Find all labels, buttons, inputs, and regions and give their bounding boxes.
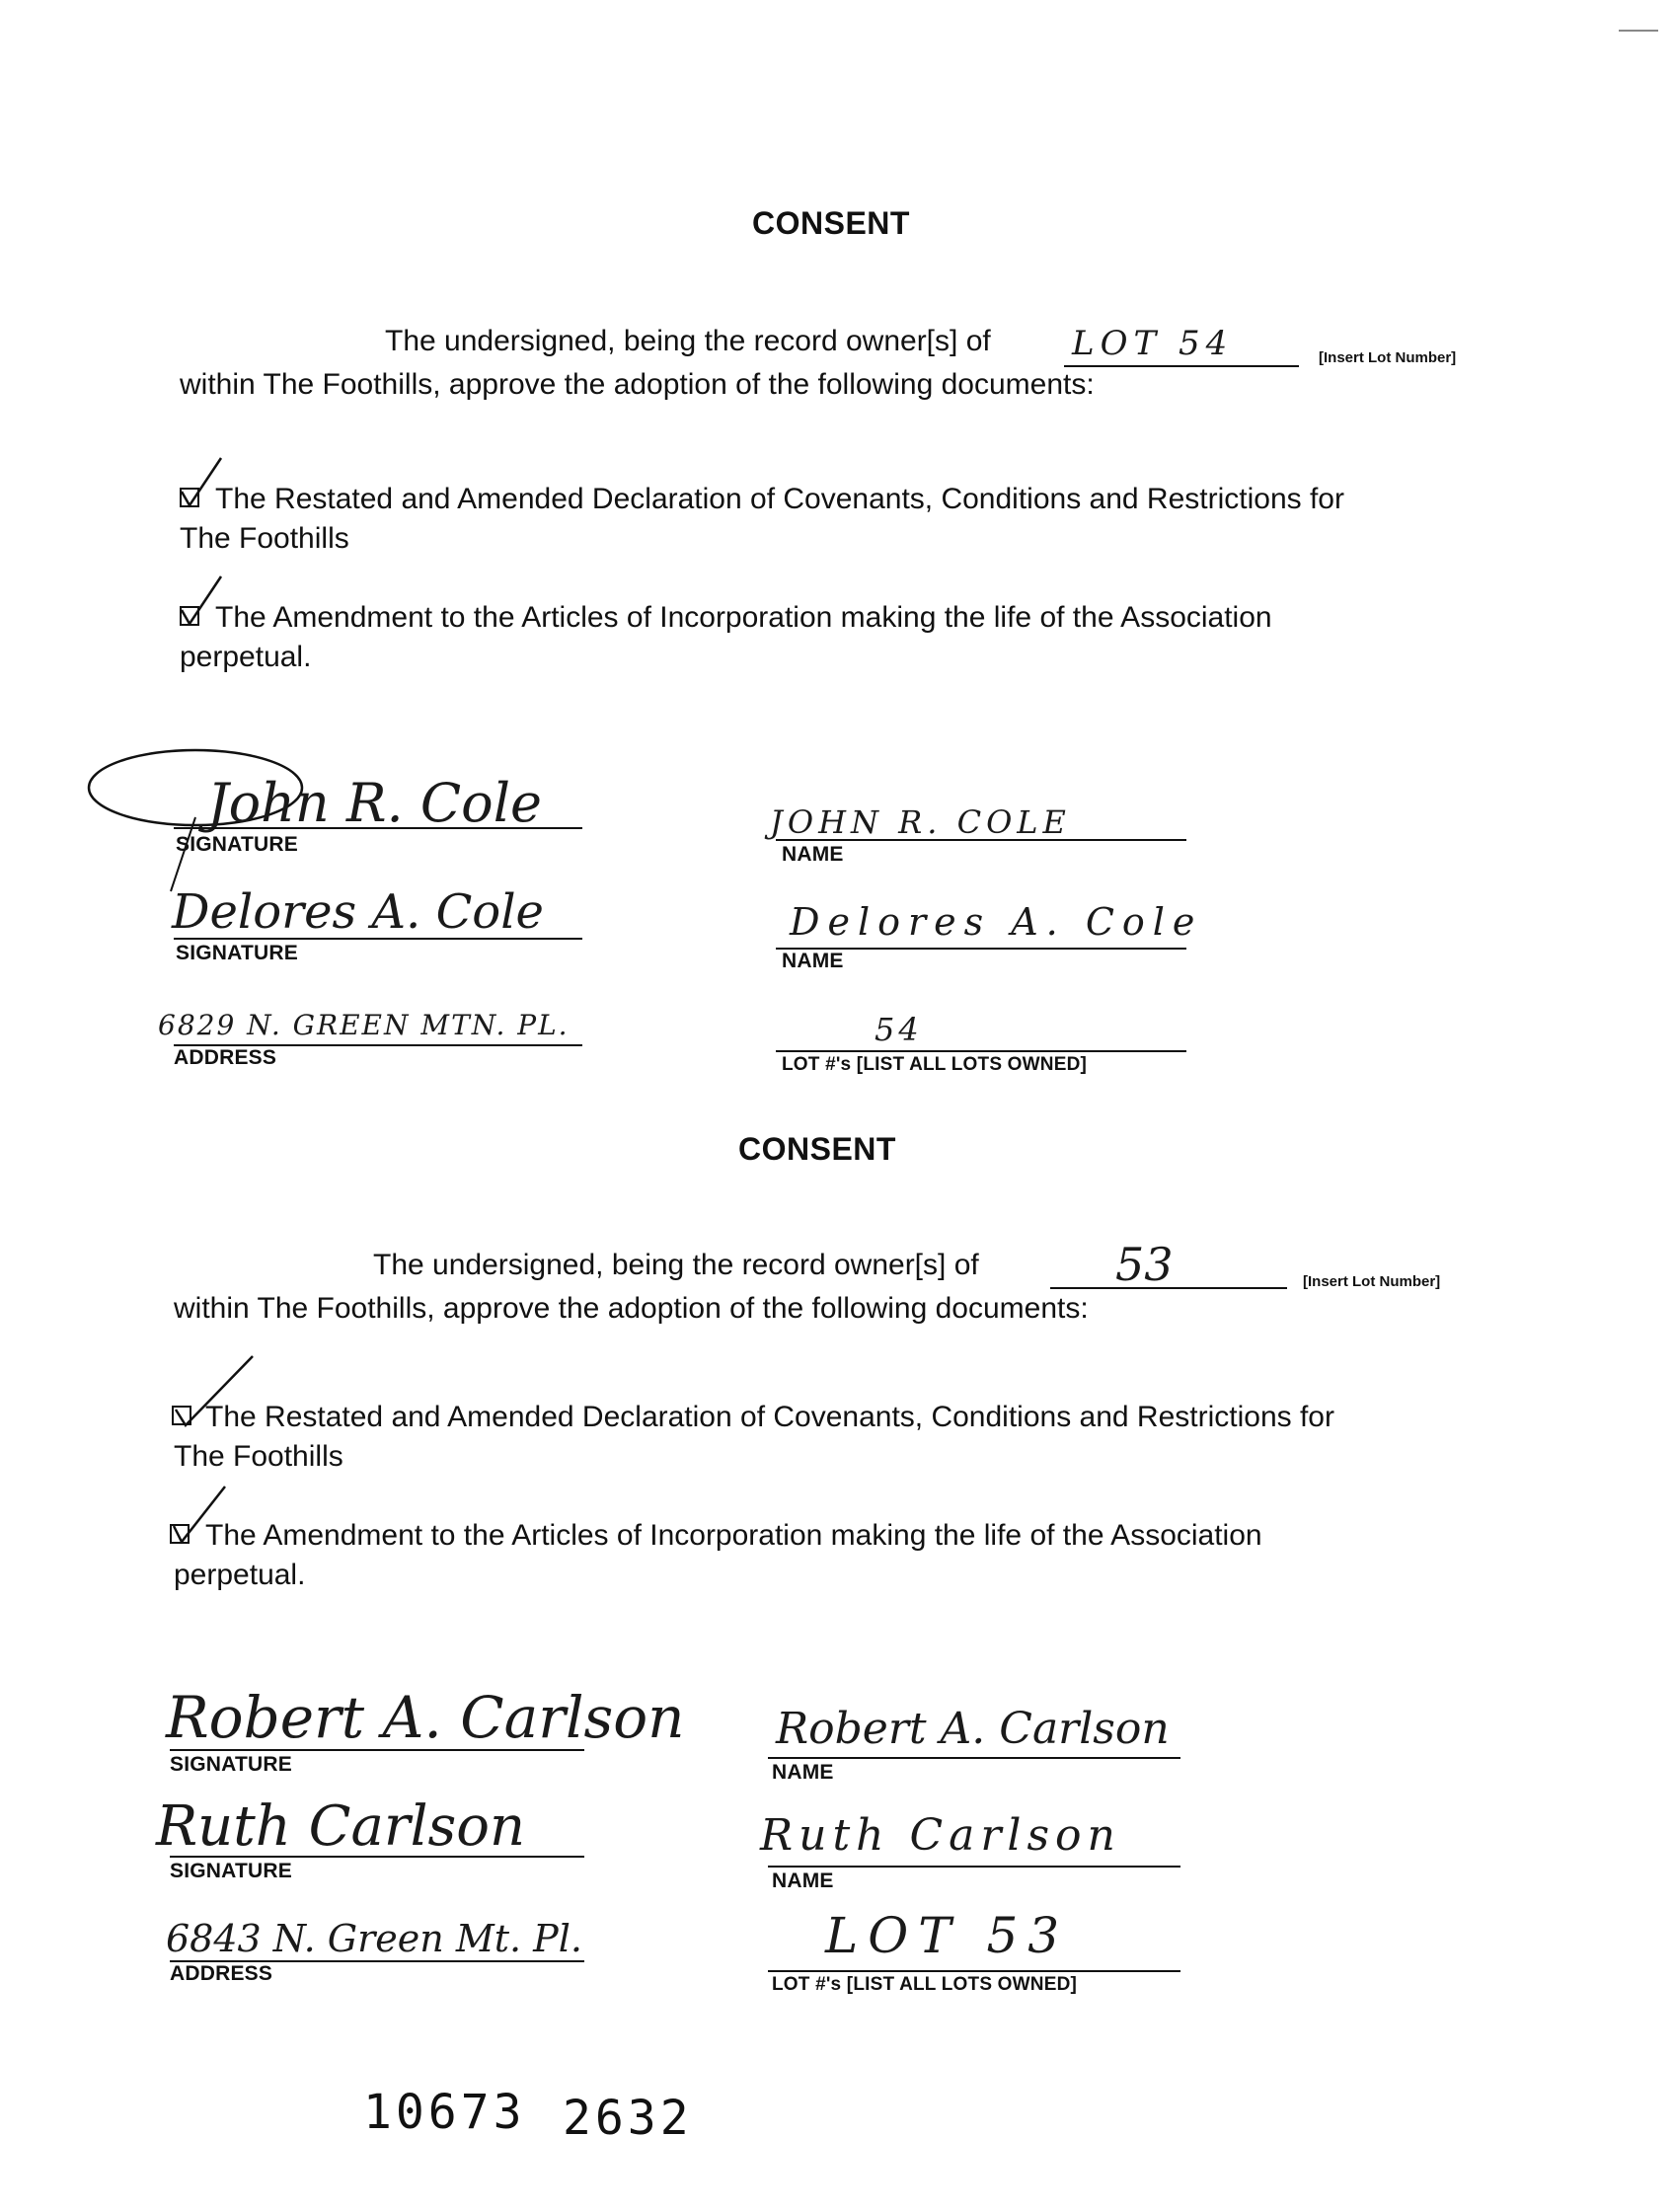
name-line-4: [768, 1866, 1180, 1868]
signature-label-3: SIGNATURE: [170, 1753, 292, 1776]
signature-line-2: [174, 938, 582, 940]
address-label-1: ADDRESS: [174, 1046, 277, 1069]
lots-label-1: LOT #'s [LIST ALL LOTS OWNED]: [782, 1054, 1088, 1075]
item-amendment-1: The Amendment to the Articles of Incorporation making the life of the Association: [215, 601, 1272, 634]
name-1: JOHN R. COLE: [770, 803, 1071, 841]
lots-line-1: [776, 1050, 1186, 1052]
recording-page-number: 2632: [563, 2091, 693, 2146]
signature-line-3: [170, 1749, 584, 1751]
item-declaration-1: The Restated and Amended Declaration of Covenants, Conditions and Restrictions for: [215, 483, 1344, 515]
lots-owned-2: LOT 53: [825, 1907, 1070, 1964]
name-label-1: NAME: [782, 843, 844, 866]
name-2: Delores A. Cole: [790, 900, 1203, 944]
signature-3: Robert A. Carlson: [166, 1684, 685, 1751]
scan-mark: [1619, 30, 1658, 32]
item-declaration-1b: The Foothills: [180, 522, 349, 555]
item-amendment-1b: perpetual.: [180, 641, 312, 673]
lot-number-line-1: [1064, 365, 1299, 367]
insert-lot-note-2: [Insert Lot Number]: [1303, 1273, 1441, 1290]
lot-number-handwritten-2: 53: [1115, 1238, 1174, 1291]
consent-title-1: CONSENT: [752, 205, 910, 241]
signature-2: Delores A. Cole: [172, 884, 544, 940]
address-1: 6829 N. GREEN MTN. PL.: [158, 1009, 570, 1041]
item-amendment-2b: perpetual.: [174, 1559, 306, 1591]
name-label-2: NAME: [782, 950, 844, 972]
name-label-4: NAME: [772, 1869, 834, 1892]
intro-text-1b: within The Foothills, approve the adoption of the following documents:: [180, 368, 1095, 401]
item-declaration-2: The Restated and Amended Declaration of Covenants, Conditions and Restrictions for: [205, 1401, 1334, 1433]
name-line-1: [776, 839, 1186, 841]
address-2: 6843 N. Green Mt. Pl.: [166, 1917, 582, 1960]
name-label-3: NAME: [772, 1761, 834, 1784]
insert-lot-note-1: [Insert Lot Number]: [1319, 349, 1457, 366]
consent-title-2: CONSENT: [738, 1131, 896, 1167]
lot-number-handwritten-1: LOT 54: [1072, 324, 1234, 363]
name-line-3: [768, 1757, 1180, 1759]
signature-1: John R. Cole: [207, 772, 542, 834]
signature-line-4: [170, 1856, 584, 1858]
address-label-2: ADDRESS: [170, 1962, 273, 1985]
signature-label-1: SIGNATURE: [176, 833, 298, 856]
signature-4: Ruth Carlson: [156, 1794, 526, 1859]
recording-book-number: 10673: [363, 2085, 526, 2140]
signature-loop-icon: [87, 748, 205, 896]
lots-line-2: [768, 1970, 1180, 1972]
name-3: Robert A. Carlson: [776, 1704, 1170, 1754]
lots-owned-1: 54: [875, 1011, 923, 1048]
signature-label-2: SIGNATURE: [176, 942, 298, 964]
item-amendment-2: The Amendment to the Articles of Incorporation making the life of the Association: [205, 1519, 1262, 1552]
item-declaration-2b: The Foothills: [174, 1440, 343, 1473]
lots-label-2: LOT #'s [LIST ALL LOTS OWNED]: [772, 1974, 1078, 1995]
intro-text-2: The undersigned, being the record owner[s] of: [373, 1249, 979, 1281]
signature-line-1: [174, 827, 582, 829]
intro-text-1: The undersigned, being the record owner[s] of: [385, 325, 991, 357]
intro-text-2b: within The Foothills, approve the adoption of the following documents:: [174, 1292, 1089, 1325]
name-4: Ruth Carlson: [760, 1810, 1121, 1861]
signature-label-4: SIGNATURE: [170, 1860, 292, 1882]
